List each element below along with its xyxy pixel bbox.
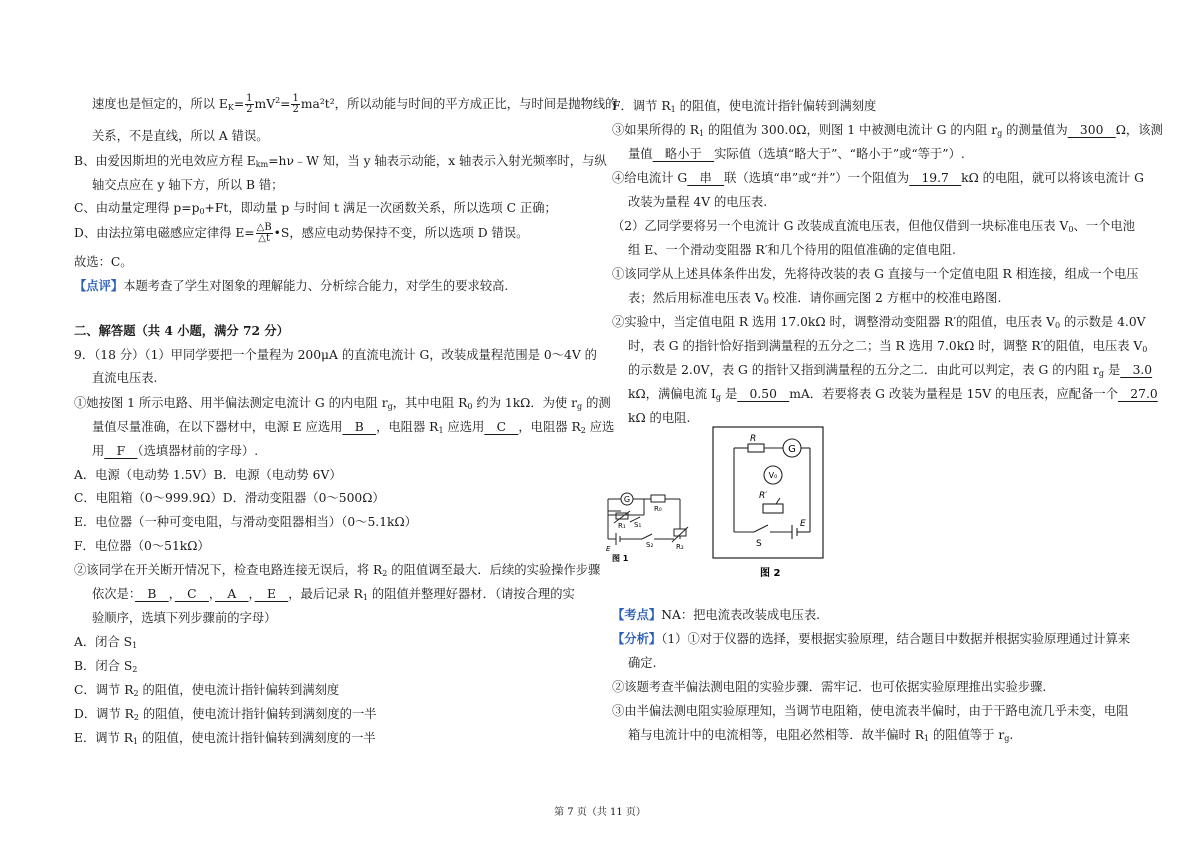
- option-line: A．电源（电动势 1.5V）B．电源（电动势 6V）: [74, 468, 342, 482]
- option-line: F．电位器（0～51kΩ）: [74, 539, 210, 553]
- text-line: 9．（18 分）（1）甲同学要把一个量程为 200μA 的直流电流计 G，改装成量程范围是 0～4V 的: [74, 348, 597, 362]
- text-line: ④给电流计 G 串 联（选填“串”或“并”）一个阻值为 19.7 kΩ 的电阻，就可以将该电流计 G: [612, 171, 1144, 185]
- step-line: C．调节 $R_2$ 的阻值，使电流计指针偏转到满刻度: [74, 683, 340, 698]
- fraction: $\frac{1}{2}$: [246, 93, 253, 115]
- text-line: 依次是： B ， C ， A ， E ，最后记录 $R_1$ 的阻值并整理好器材．（请按合理的实: [92, 587, 575, 602]
- text-line: （2）乙同学要将另一个电流计 G 改装成直流电压表，但他仅借到一块标准电压表 $V_0$、一个电池: [612, 219, 1135, 234]
- text-line: 验顺序，选填下列步骤前的字母）: [92, 611, 277, 625]
- figure-1-circuit: [604, 489, 694, 564]
- analysis-line: ③由半偏法测电阻实验原理知，当调节电阻箱，使电流表半偏时，由于干路电流几乎未变，电阻: [612, 704, 1129, 718]
- comment-tag: 【点评】: [74, 278, 124, 293]
- fig2-label-g: G: [788, 444, 796, 455]
- fig2-label-v0: V₀: [768, 471, 778, 480]
- figure-1-caption: 图 1: [612, 554, 629, 563]
- text-line: kΩ 的电阻.: [628, 411, 691, 425]
- fig1-label-r1: R₁: [618, 522, 626, 530]
- step-line: B．闭合 $S_2$: [74, 659, 138, 674]
- analysis-line: ②该题考查半偏法测电阻的实验步骤．需牢记．也可依据实验原理推出实验步骤.: [612, 680, 1047, 694]
- answer-blank: B: [342, 420, 377, 434]
- figure-2-frame: [712, 426, 824, 584]
- fig1-label-s1: S₁: [634, 521, 642, 529]
- text-line: 时，表 G 的指针恰好指到满量程的五分之二；当 R 选用 7.0kΩ 时，调整 R′的阻值，电压表 $V_0$: [628, 339, 1148, 354]
- answer-blank: 略小于: [652, 147, 715, 161]
- answer-blank: 串: [687, 171, 725, 185]
- page-footer: 第 7 页（共 11 页）: [554, 807, 646, 818]
- text-line: 速度也是恒定的，所以 $E_K=$ $\frac{1}{2}$ $mV^2=$ $\frac{1}{2}$ ma²t²，所以动能与时间的平方成正比，与时间是抛物线的: [92, 93, 618, 115]
- fig2-label-s: S: [756, 539, 762, 549]
- text-line: 直流电压表.: [92, 371, 158, 385]
- text-line: D、由法拉第电磁感应定律得 E= $\frac{\triangle B}{\triangle t}$ •S，感应电动势保持不变，所以选项 D 错误。: [74, 222, 529, 244]
- text-line: ①她按图 1 所示电路、用半偏法测定电流计 G 的内电阻 $r_g$，其中电阻 $R_0$ 约为 1kΩ．为使 $r_g$ 的测: [74, 396, 611, 411]
- fig1-label-e: E: [606, 545, 611, 553]
- fraction: $\frac{1}{2}$: [292, 93, 299, 115]
- answer-blank: A: [215, 587, 249, 601]
- fig1-label-r0: R₀: [654, 505, 662, 513]
- analysis-line: 【分析】（1）①对于仪器的选择，要根据实验原理，结合题目中数据并根据实验原理通过计算来: [612, 631, 1131, 646]
- analysis-line: 确定.: [628, 656, 657, 670]
- analysis-tag: 【分析】: [612, 631, 662, 646]
- text-line: 轴交点应在 y 轴下方，所以 B 错；: [92, 178, 284, 192]
- fig2-label-e: E: [800, 519, 806, 529]
- answer-blank: B: [135, 587, 169, 601]
- answer-blank: C: [174, 587, 209, 601]
- text-line: 改装为量程 4V 的电压表.: [628, 195, 768, 209]
- text-line: 量值尽量准确，在以下器材中，电源 E 应选用 B ，电阻器 $R_1$ 应选用 C ，电阻器 $R_2$ 应选: [92, 420, 615, 435]
- option-line: E．电位器（一种可变电阻，与滑动变阻器相当）（0～5.1kΩ）: [74, 515, 417, 529]
- fig1-label-r2: R₂: [676, 543, 684, 551]
- text-line: kΩ，满偏电流 $I_g$ 是 0.50 mA．若要将表 G 改装为量程是 15V 的电压表，应配备一个 27.0: [628, 387, 1158, 402]
- text-line: 故选：C。: [74, 255, 133, 269]
- answer-blank: 0.50: [737, 387, 790, 401]
- step-line: F．调节 $R_1$ 的阻值，使电流计指针偏转到满刻度: [612, 99, 877, 114]
- fig2-label-rp: R′: [759, 491, 768, 501]
- fig1-label-g: G: [623, 495, 631, 504]
- step-line: D．调节 $R_2$ 的阻值，使电流计指针偏转到满刻度的一半: [74, 707, 377, 722]
- text-line: ①该同学从上述具体条件出发，先将待改装的表 G 直接与一个定值电阻 R 相连接，组成一个电压: [612, 267, 1139, 281]
- text-line: ②实验中，当定值电阻 R 选用 17.0kΩ 时，调整滑动变阻器 R′的阻值，电压表 $V_0$ 的示数是 4.0V: [612, 315, 1146, 330]
- step-line: E．调节 $R_1$ 的阻值，使电流计指针偏转到满刻度的一半: [74, 731, 376, 746]
- fig2-label-r: R: [750, 434, 757, 444]
- analysis-line: 箱与电流计中的电流相等，电阻必然相等．故半偏时 $R_1$ 的阻值等于 $r_g$.: [628, 728, 1014, 743]
- answer-blank: E: [254, 587, 289, 601]
- text-line: B、由爱因斯坦的光电效应方程 $E_{km}=h\nu﹣W$ 知，当 y 轴表示动能，x 轴表示入射光频率时，与纵: [74, 154, 607, 169]
- answer-blank: 300: [1067, 123, 1116, 137]
- answer-blank: 19.7: [909, 171, 962, 185]
- answer-blank: F: [104, 444, 138, 458]
- answer-blank: 3.0: [1120, 363, 1153, 377]
- option-line: C．电阻箱（0～999.9Ω）D．滑动变阻器（0～500Ω）: [74, 491, 385, 505]
- text-line: 量值 略小于 实际值（选填“略大于”、“略小于”或“等于”）.: [628, 147, 965, 161]
- text-line: C、由动量定理得 $p=p_0+Ft$，即动量 p 与时间 t 满足一次函数关系，所以选项 C 正确；: [74, 201, 557, 216]
- answer-blank: C: [484, 420, 519, 434]
- answer-blank: 27.0: [1118, 387, 1158, 401]
- text-line: ②该同学在开关断开情况下，检查电路连接无误后，将 $R_2$ 的阻值调至最大．后续的实验操作步骤: [74, 563, 601, 578]
- text-line: 用 F （选填器材前的字母）.: [92, 444, 259, 458]
- comment-line: 【点评】本题考查了学生对图象的理解能力、分析综合能力，对学生的要求较高.: [74, 278, 509, 293]
- text-line: 表；然后用标准电压表 $V_0$ 校准．请你画完图 2 方框中的校准电路图.: [628, 291, 1002, 306]
- section-heading: 二、解答题（共 4 小题，满分 72 分）: [74, 323, 289, 338]
- text-line: 关系，不是直线，所以 A 错误。: [92, 129, 269, 143]
- figure-2-caption: 图 2: [760, 568, 781, 579]
- step-line: A．闭合 $S_1$: [74, 635, 138, 650]
- text-line: ③如果所得的 $R_1$ 的阻值为 300.0Ω，则图 1 中被测电流计 G 的内阻 $r_g$ 的测量值为 300 Ω，该测: [612, 123, 1163, 138]
- keypoint-tag: 【考点】: [612, 607, 662, 622]
- keypoint-line: 【考点】NA：把电流表改装成电压表.: [612, 607, 821, 622]
- text-line: 组 E、一个滑动变阻器 R′和几个待用的阻值准确的定值电阻.: [628, 243, 956, 257]
- text-line: 的示数是 2.0V，表 G 的指针又指到满量程的五分之二．由此可以判定，表 G 的内阻 $r_g$ 是 3.0: [628, 363, 1153, 378]
- fig1-label-s2: S₂: [646, 541, 654, 549]
- fraction: $\frac{\triangle B}{\triangle t}$: [256, 222, 272, 244]
